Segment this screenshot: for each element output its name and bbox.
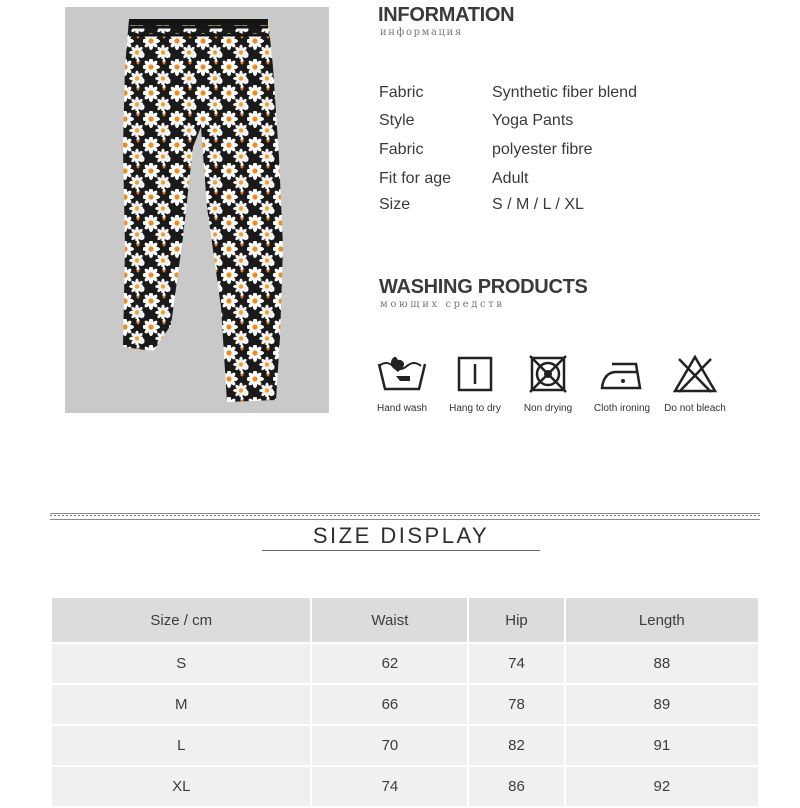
- spec-row: [379, 170, 779, 194]
- care-label: Non drying: [523, 403, 573, 414]
- table-cell: 78: [469, 685, 563, 724]
- table-row: [52, 644, 758, 683]
- care-label: Hand wash: [376, 403, 428, 414]
- table-cell: 91: [566, 726, 758, 765]
- column-header: Waist: [312, 598, 467, 642]
- column-header: Hip: [469, 598, 563, 642]
- hang-to-dry-icon: [455, 354, 495, 394]
- table-row: [52, 726, 758, 765]
- care-label: Cloth ironing: [593, 403, 651, 414]
- care-label: Hang to dry: [449, 403, 501, 414]
- spec-value: polyester fibre: [492, 141, 593, 158]
- iron-icon: [598, 354, 646, 394]
- column-header: Length: [566, 598, 758, 642]
- information-heading: INFORMATION: [378, 4, 515, 26]
- size-table: [50, 596, 760, 808]
- table-header-row: [52, 598, 758, 642]
- no-drying-icon: [528, 354, 568, 394]
- care-item: [655, 354, 735, 414]
- section-divider: [50, 513, 760, 520]
- table-cell: 86: [469, 767, 563, 806]
- table-cell: 74: [312, 767, 467, 806]
- spec-value: Yoga Pants: [492, 112, 574, 129]
- no-bleach-icon: [672, 354, 718, 394]
- table-row: [52, 685, 758, 724]
- care-label: Do not bleach: [664, 403, 726, 414]
- care-item: [508, 354, 588, 414]
- product-photo: [65, 7, 329, 413]
- hand-wash-icon: [376, 354, 428, 394]
- spec-row: [379, 141, 779, 165]
- information-subheading: информация: [380, 27, 463, 38]
- spec-label: Size: [379, 196, 411, 213]
- care-item: [362, 354, 442, 414]
- table-cell: 62: [312, 644, 467, 683]
- spec-label: Fit for age: [379, 170, 452, 187]
- table-row: [52, 767, 758, 806]
- spec-value: Adult: [492, 170, 529, 187]
- column-header: Size / cm: [52, 598, 310, 642]
- care-item: [435, 354, 515, 414]
- table-cell: 70: [312, 726, 467, 765]
- table-cell: 82: [469, 726, 563, 765]
- spec-label: Style: [379, 112, 415, 129]
- table-cell: L: [52, 726, 310, 765]
- table-cell: 88: [566, 644, 758, 683]
- spec-row: [379, 196, 779, 220]
- spec-value: S / M / L / XL: [492, 196, 584, 213]
- washing-subheading: моющих средств: [380, 299, 505, 310]
- table-cell: 66: [312, 685, 467, 724]
- table-cell: 89: [566, 685, 758, 724]
- spec-label: Fabric: [379, 141, 424, 158]
- table-cell: XL: [52, 767, 310, 806]
- table-cell: 92: [566, 767, 758, 806]
- table-cell: S: [52, 644, 310, 683]
- table-cell: M: [52, 685, 310, 724]
- size-display-heading: SIZE DISPLAY: [262, 522, 540, 551]
- spec-row: [379, 84, 779, 108]
- care-item: [582, 354, 662, 414]
- table-cell: 74: [469, 644, 563, 683]
- spec-label: Fabric: [379, 84, 424, 101]
- spec-row: [379, 112, 779, 136]
- spec-value: Synthetic fiber blend: [492, 84, 637, 101]
- washing-heading: WASHING PRODUCTS: [379, 276, 588, 298]
